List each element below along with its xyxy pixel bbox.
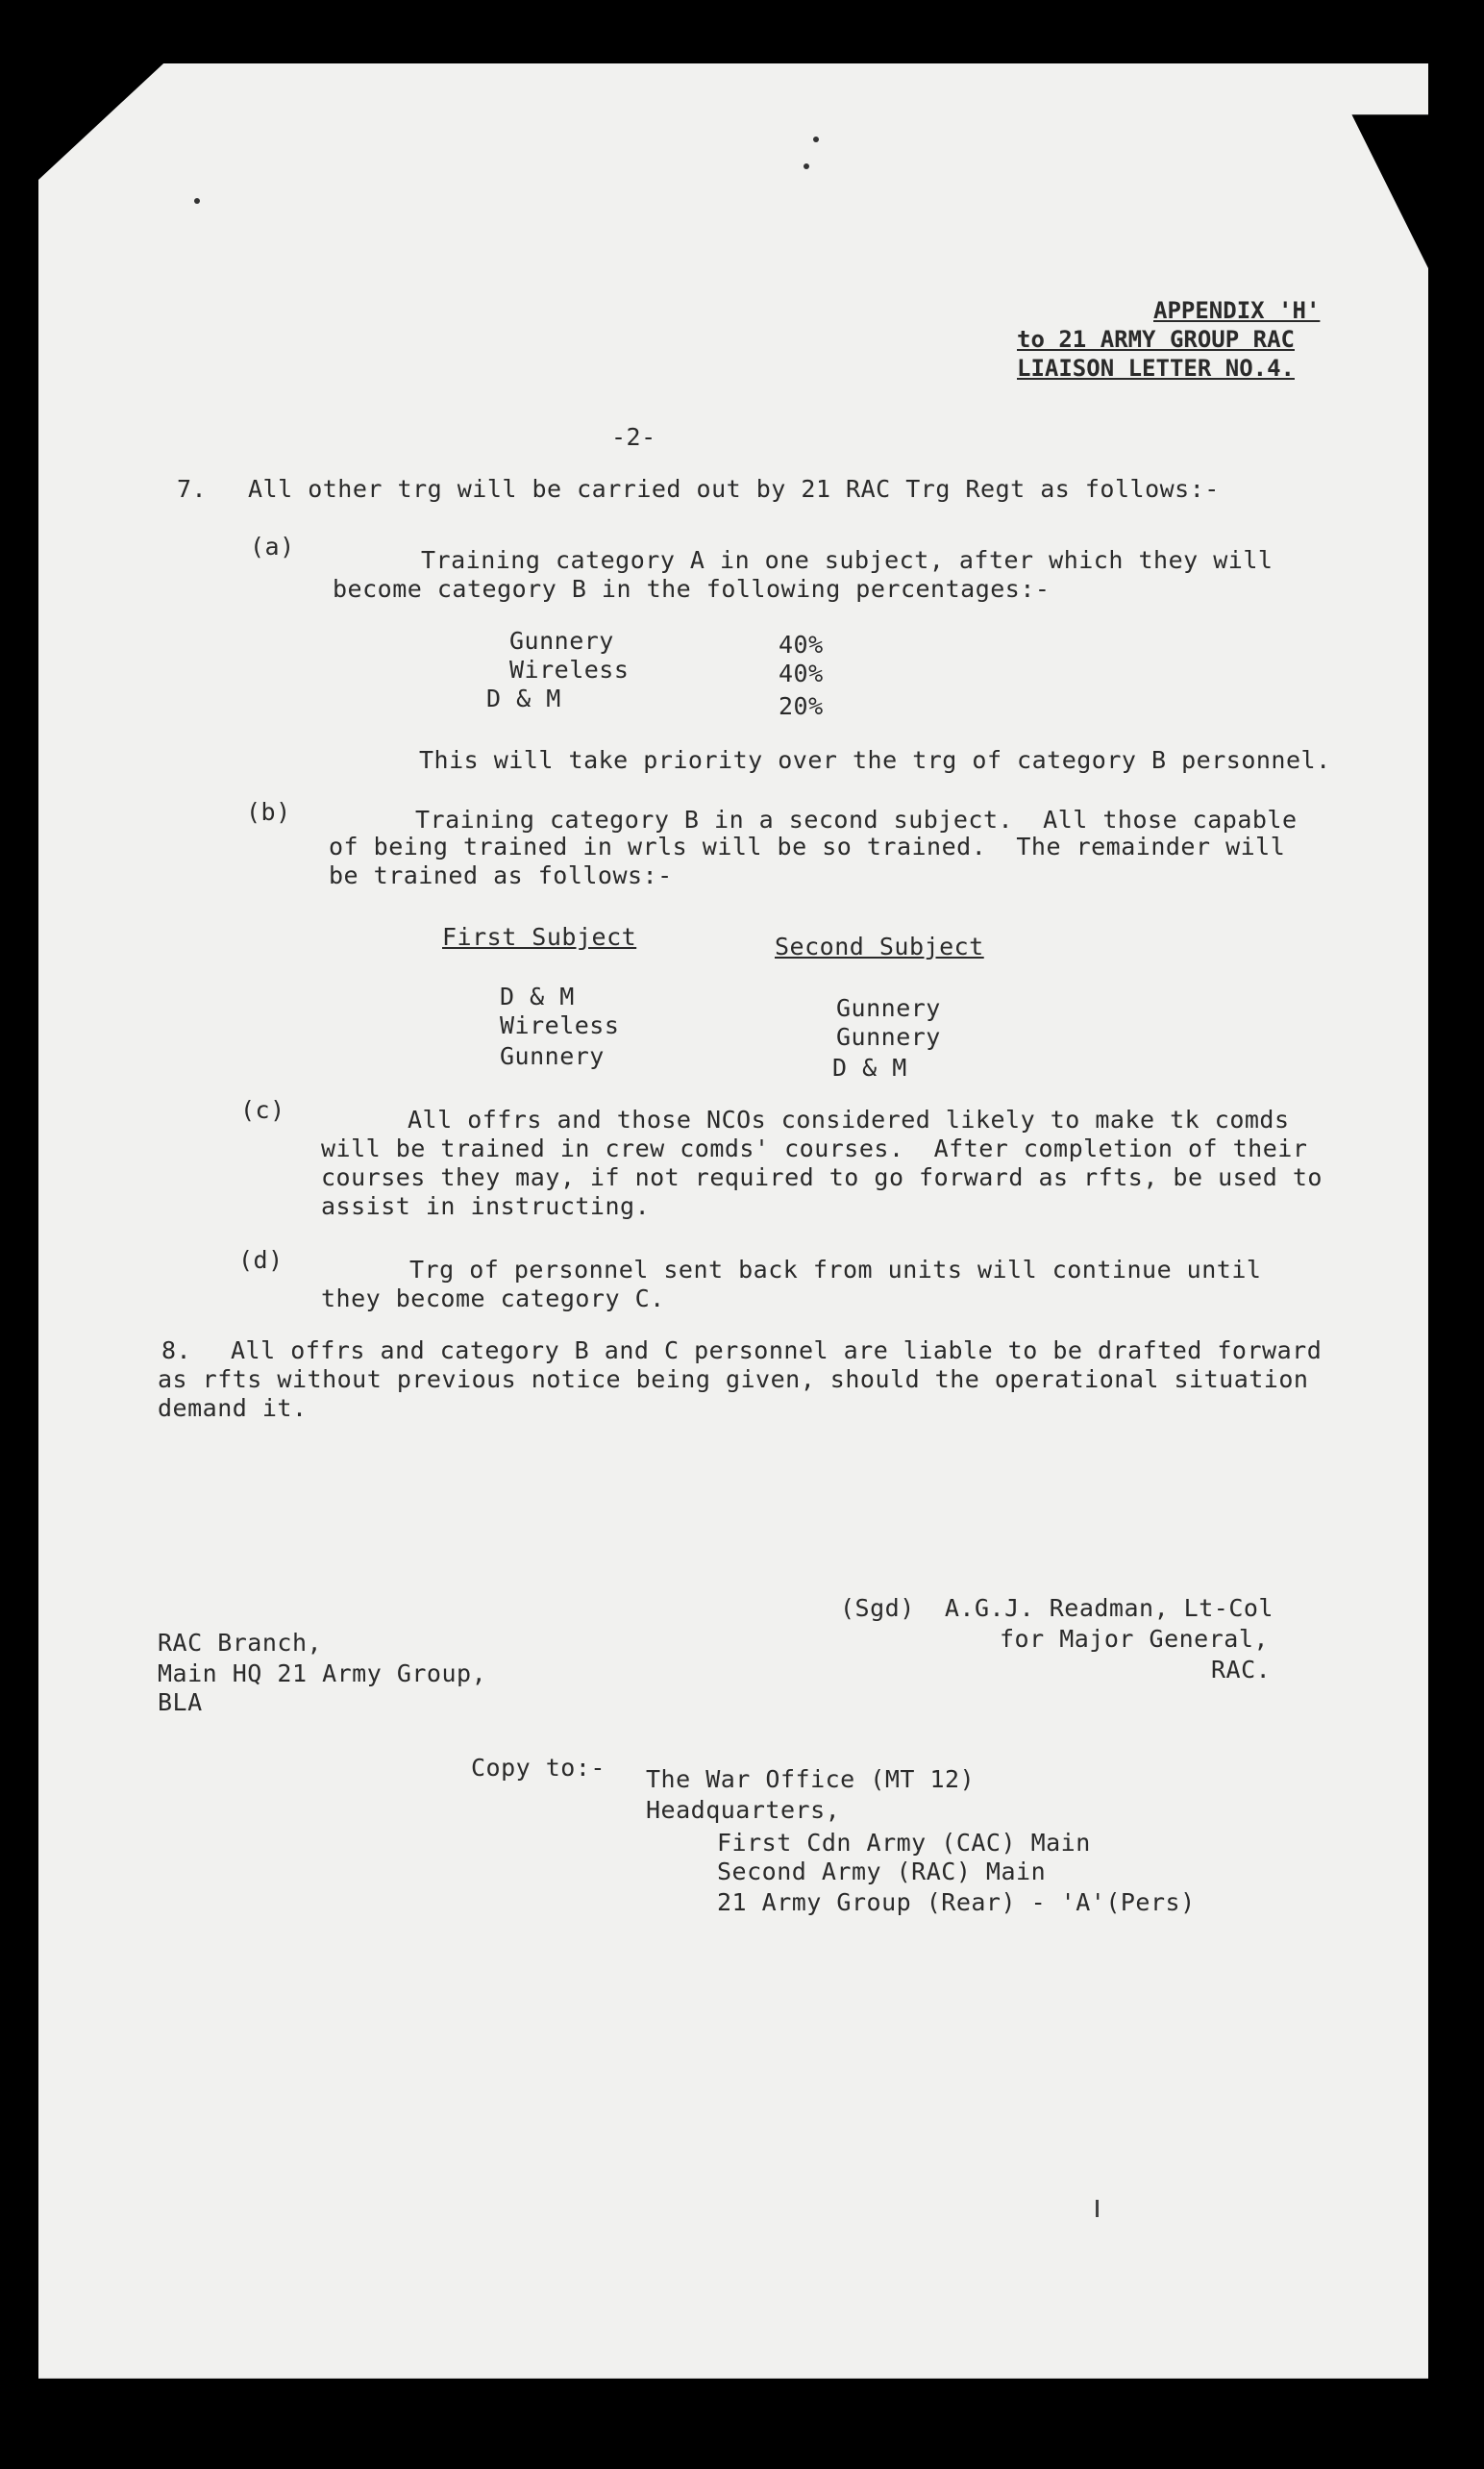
sender-line: BLA [158, 1688, 203, 1716]
page-number: -2- [611, 423, 656, 451]
speck [804, 163, 809, 169]
subpara-text: they become category C. [321, 1284, 665, 1312]
subpara-text: be trained as follows:- [329, 861, 673, 889]
first-subject: Gunnery [500, 1042, 605, 1070]
subpara-text: of being trained in wrls will be so trained. The remainder will [329, 833, 1286, 860]
copy-to-line: The War Office (MT 12) [646, 1765, 976, 1793]
subpara-label: (a) [250, 533, 295, 561]
copy-to-line: First Cdn Army (CAC) Main [717, 1829, 1091, 1857]
appendix-heading: APPENDIX 'H' [1153, 297, 1321, 324]
para-text: as rfts without previous notice being given, should the operational situation [158, 1365, 1309, 1393]
para-number: 7. [177, 475, 208, 503]
subpara-text: become category B in the following percentages:- [333, 575, 1051, 603]
subpara-note: This will take priority over the trg of category B personnel. [419, 746, 1331, 774]
subpara-label: (c) [240, 1096, 285, 1124]
document-page [38, 63, 1428, 2390]
copy-to-line: Headquarters, [646, 1796, 841, 1824]
table-subject: Wireless [509, 656, 630, 684]
copy-to-line: Second Army (RAC) Main [717, 1858, 1047, 1885]
appendix-heading-letter: LIAISON LETTER NO.4. [1017, 355, 1295, 382]
para-number: 8. [161, 1336, 192, 1364]
subpara-label: (b) [246, 798, 291, 826]
table-pct: 20% [779, 692, 824, 720]
subpara-text: Training category B in a second subject. All those capable [415, 806, 1298, 834]
subpara-text: will be trained in crew comds' courses. After completion of their [321, 1135, 1308, 1162]
speck [813, 137, 819, 142]
copy-to-label: Copy to:- [471, 1754, 606, 1782]
subpara-text: Trg of personnel sent back from units will continue until [409, 1256, 1262, 1284]
subpara-label: (d) [238, 1246, 284, 1274]
second-subject: Gunnery [836, 994, 941, 1022]
second-subject: D & M [832, 1054, 907, 1082]
table-subject: Gunnery [509, 627, 614, 655]
signature-line: (Sgd) A.G.J. Readman, Lt-Col [840, 1594, 1274, 1622]
para-text: demand it. [158, 1394, 308, 1422]
subpara-text: courses they may, if not required to go forward as rfts, be used to [321, 1163, 1323, 1191]
sender-line: Main HQ 21 Army Group, [158, 1659, 487, 1687]
speck [194, 198, 200, 204]
table-pct: 40% [779, 660, 824, 687]
appendix-heading-ref: to 21 ARMY GROUP RAC [1017, 326, 1295, 353]
table-subject: D & M [486, 685, 561, 712]
column-header-second: Second Subject [775, 933, 984, 960]
table-pct: 40% [779, 631, 824, 659]
speck [1096, 2200, 1099, 2217]
signature-line: for Major General, [1000, 1625, 1269, 1653]
second-subject: Gunnery [836, 1023, 941, 1051]
subpara-text: assist in instructing. [321, 1192, 651, 1220]
first-subject: Wireless [500, 1011, 620, 1039]
subpara-text: Training category A in one subject, after which they will [421, 546, 1274, 574]
para-text: All offrs and category B and C personnel are liable to be drafted forward [231, 1336, 1323, 1364]
column-header-first: First Subject [442, 923, 637, 951]
first-subject: D & M [500, 983, 575, 1010]
signature-line: RAC. [1211, 1656, 1272, 1683]
para-text: All other trg will be carried out by 21 RAC Trg Regt as follows:- [248, 475, 1220, 503]
sender-line: RAC Branch, [158, 1629, 323, 1657]
copy-to-line: 21 Army Group (Rear) - 'A'(Pers) [717, 1888, 1196, 1916]
subpara-text: All offrs and those NCOs considered likely to make tk comds [408, 1106, 1290, 1134]
